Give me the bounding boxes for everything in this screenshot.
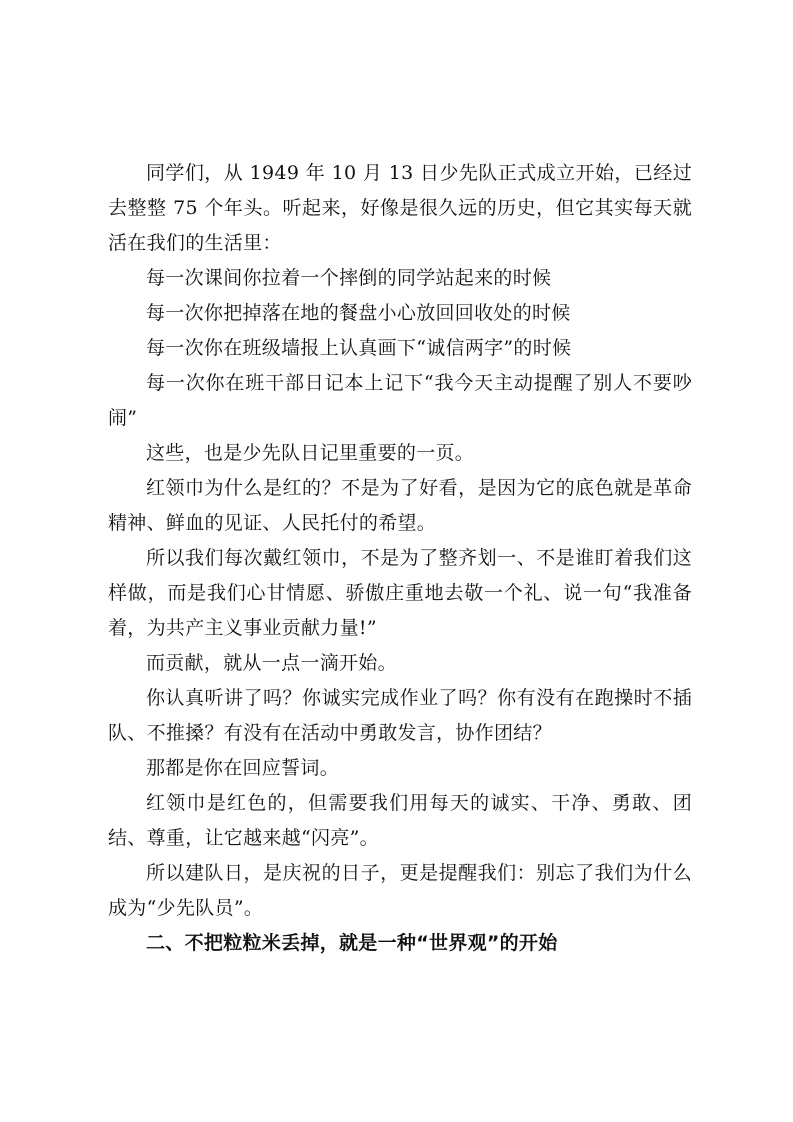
paragraph-diary-page: 这些，也是少先队日记里重要的一页。	[146, 442, 475, 464]
paragraph-example-3: 每一次你在班级墙报上认真画下“诚信两字”的时候	[146, 337, 572, 359]
paragraph-oath: 那都是你在回应誓词。	[146, 757, 340, 779]
paragraph-example-4: 每一次你在班干部日记本上记下“我今天主动提醒了别人不要吵闹”	[108, 372, 692, 429]
paragraph-example-2: 每一次你把掉落在地的餐盘小心放回回收处的时候	[146, 302, 571, 324]
paragraph-wear-scarf: 所以我们每次戴红领巾，不是为了整齐划一、不是谁盯着我们这样做，而是我们心甘情愿、骄傲庄重地去敬一个礼、说一句“我准备着，为共产主义事业贡献力量!”	[108, 547, 692, 639]
paragraph-intro: 同学们，从 1949 年 10 月 13 日少先队正式成立开始，已经过去整整 75 个年头。听起来，好像是很久远的历史，但它其实每天就活在我们的生活里：	[108, 162, 692, 254]
section-heading: 二、不把粒粒米丢掉，就是一种“世界观”的开始	[146, 932, 558, 954]
paragraph-shining: 红领巾是红色的，但需要我们用每天的诚实、干净、勇敢、团结、尊重，让它越来越“闪亮”。	[108, 792, 692, 849]
paragraph-questions: 你认真听讲了吗？你诚实完成作业了吗？你有没有在跑操时不插队、不推搡？有没有在活动中勇敢发言，协作团结？	[108, 687, 692, 744]
paragraph-contribution: 而贡献，就从一点一滴开始。	[146, 652, 397, 674]
paragraph-founding-day: 所以建队日，是庆祝的日子，更是提醒我们：别忘了我们为什么成为“少先队员”。	[108, 862, 692, 919]
document-body	[108, 156, 692, 961]
paragraph-why-red: 红领巾为什么是红的？不是为了好看，是因为它的底色就是革命精神、鲜血的见证、人民托付的希望。	[108, 477, 692, 534]
paragraph-example-1: 每一次课间你拉着一个摔倒的同学站起来的时候	[146, 267, 552, 289]
